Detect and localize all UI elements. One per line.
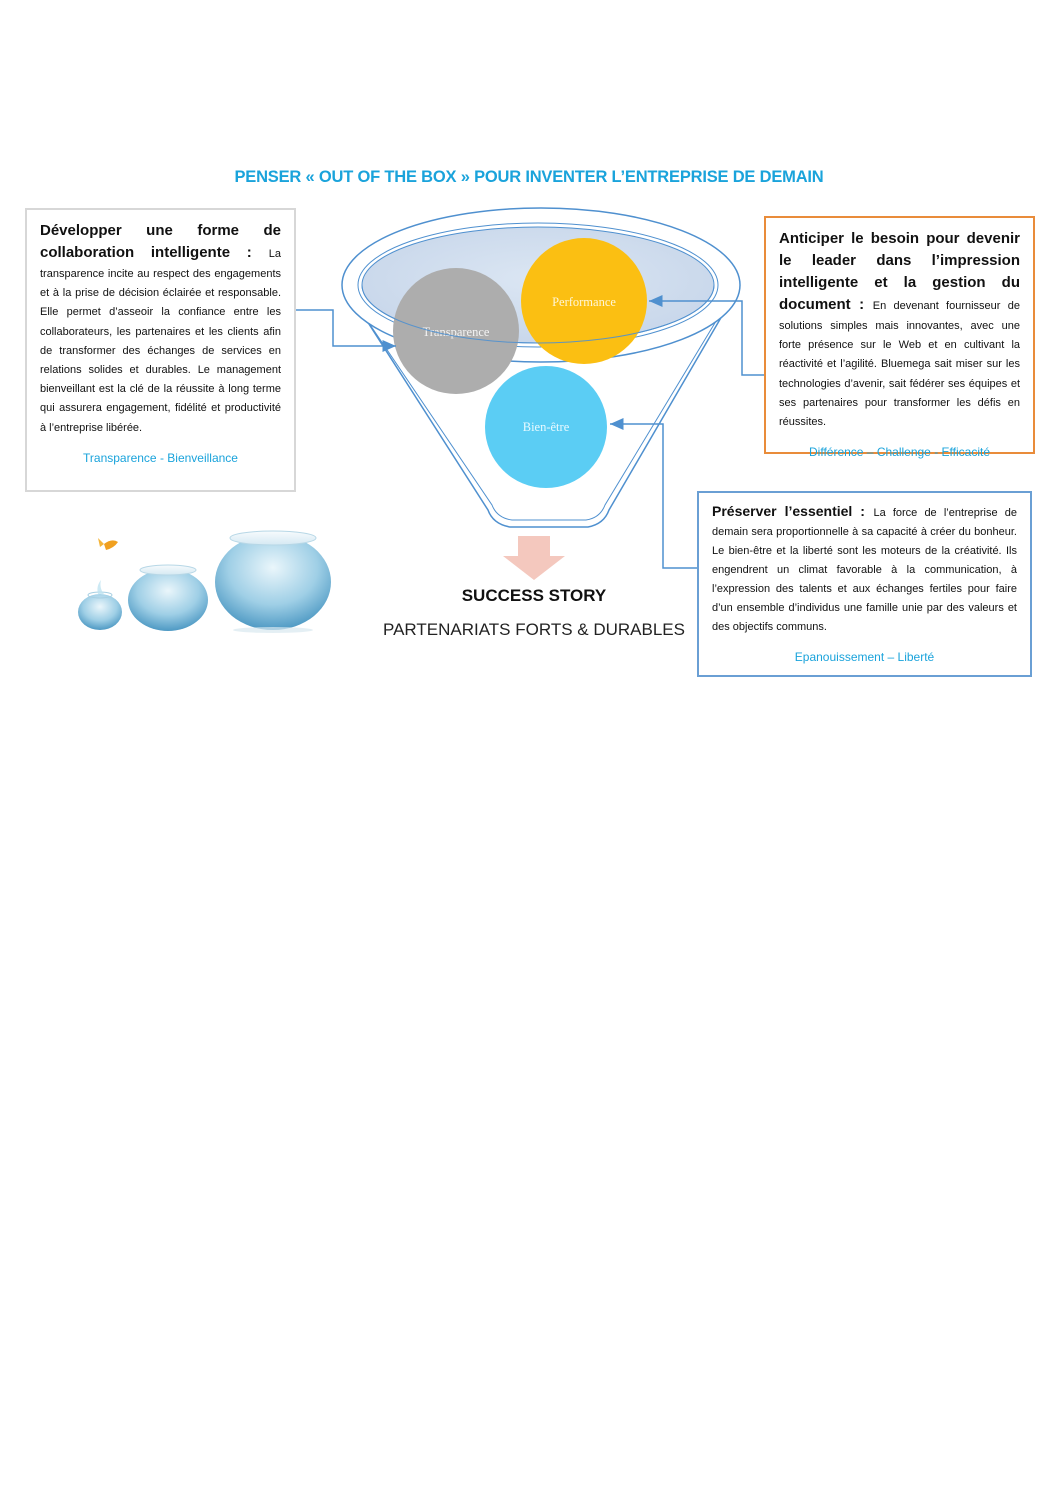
page-title: PENSER « OUT OF THE BOX » POUR INVENTER L’ENTREPRISE DE DEMAIN (234, 168, 824, 186)
box-heading: Développer une forme de collaboration intelligente : (40, 222, 281, 261)
box-body: La transparence incite au respect des engagements et à la prise de décision éclairée et responsable. Elle permet d’asseoir la confiance entre les collaborateurs, les partenaires et les clients afin de transformer des échanges de services en relations solides et durables. Le management bienveillant est la clé de la réussite à long terme qui assurera engagement, fidélité et productivité à l’entreprise libérée. (40, 248, 281, 434)
text-box-anticiper (764, 216, 1035, 460)
down-arrow-icon (503, 536, 565, 580)
circle-label-bien-etre: Bien-être (522, 420, 570, 434)
circle-label-transparence: Transparence (422, 325, 490, 339)
circle-performance (521, 238, 647, 364)
text-box-essentiel (697, 491, 1032, 677)
circle-transparence (393, 268, 519, 394)
success-story-title: SUCCESS STORY (461, 586, 607, 605)
circle-bien-etre (485, 366, 607, 488)
box-body: La force de l’entreprise de demain sera proportionnelle à sa capacité à créer du bonheur. Le bien-être et la liberté sont les moteurs de la créativité. Ils engendrent un climat favorable à la communication, à l’expression des talents et aux échanges fertiles pour faire d’un ensemble d’individus une famille unie par des valeurs et des objectifs communs. (712, 507, 1017, 633)
box-body: En devenant fournisseur de solutions simples mais innovantes, avec une forte présence sur le Web et en cultivant la réactivité et l’agilité. Bluemega sait miser sur les technologies d’avenir, sait fédérer ses équipes et ses partenaires pour transformer les défis en réussites. (779, 300, 1020, 429)
circle-label-performance: Performance (552, 295, 616, 309)
success-story-subtitle: PARTENARIATS FORTS & DURABLES (383, 620, 685, 639)
box-tag: Différence – Challenge - Efficacité (809, 445, 990, 460)
text-box-collaboration (25, 208, 296, 492)
goldfish-jumping-bowls-icon (68, 520, 348, 635)
box-heading: Préserver l’essentiel : (712, 503, 865, 519)
box-heading: Anticiper le besoin pour devenir le leader dans l’impression intelligente et la gestion du document : (779, 230, 1020, 313)
connector-bottom-right (610, 424, 697, 568)
box-tag: Epanouissement – Liberté (794, 650, 935, 664)
box-tag: Transparence - Bienveillance (83, 450, 238, 465)
